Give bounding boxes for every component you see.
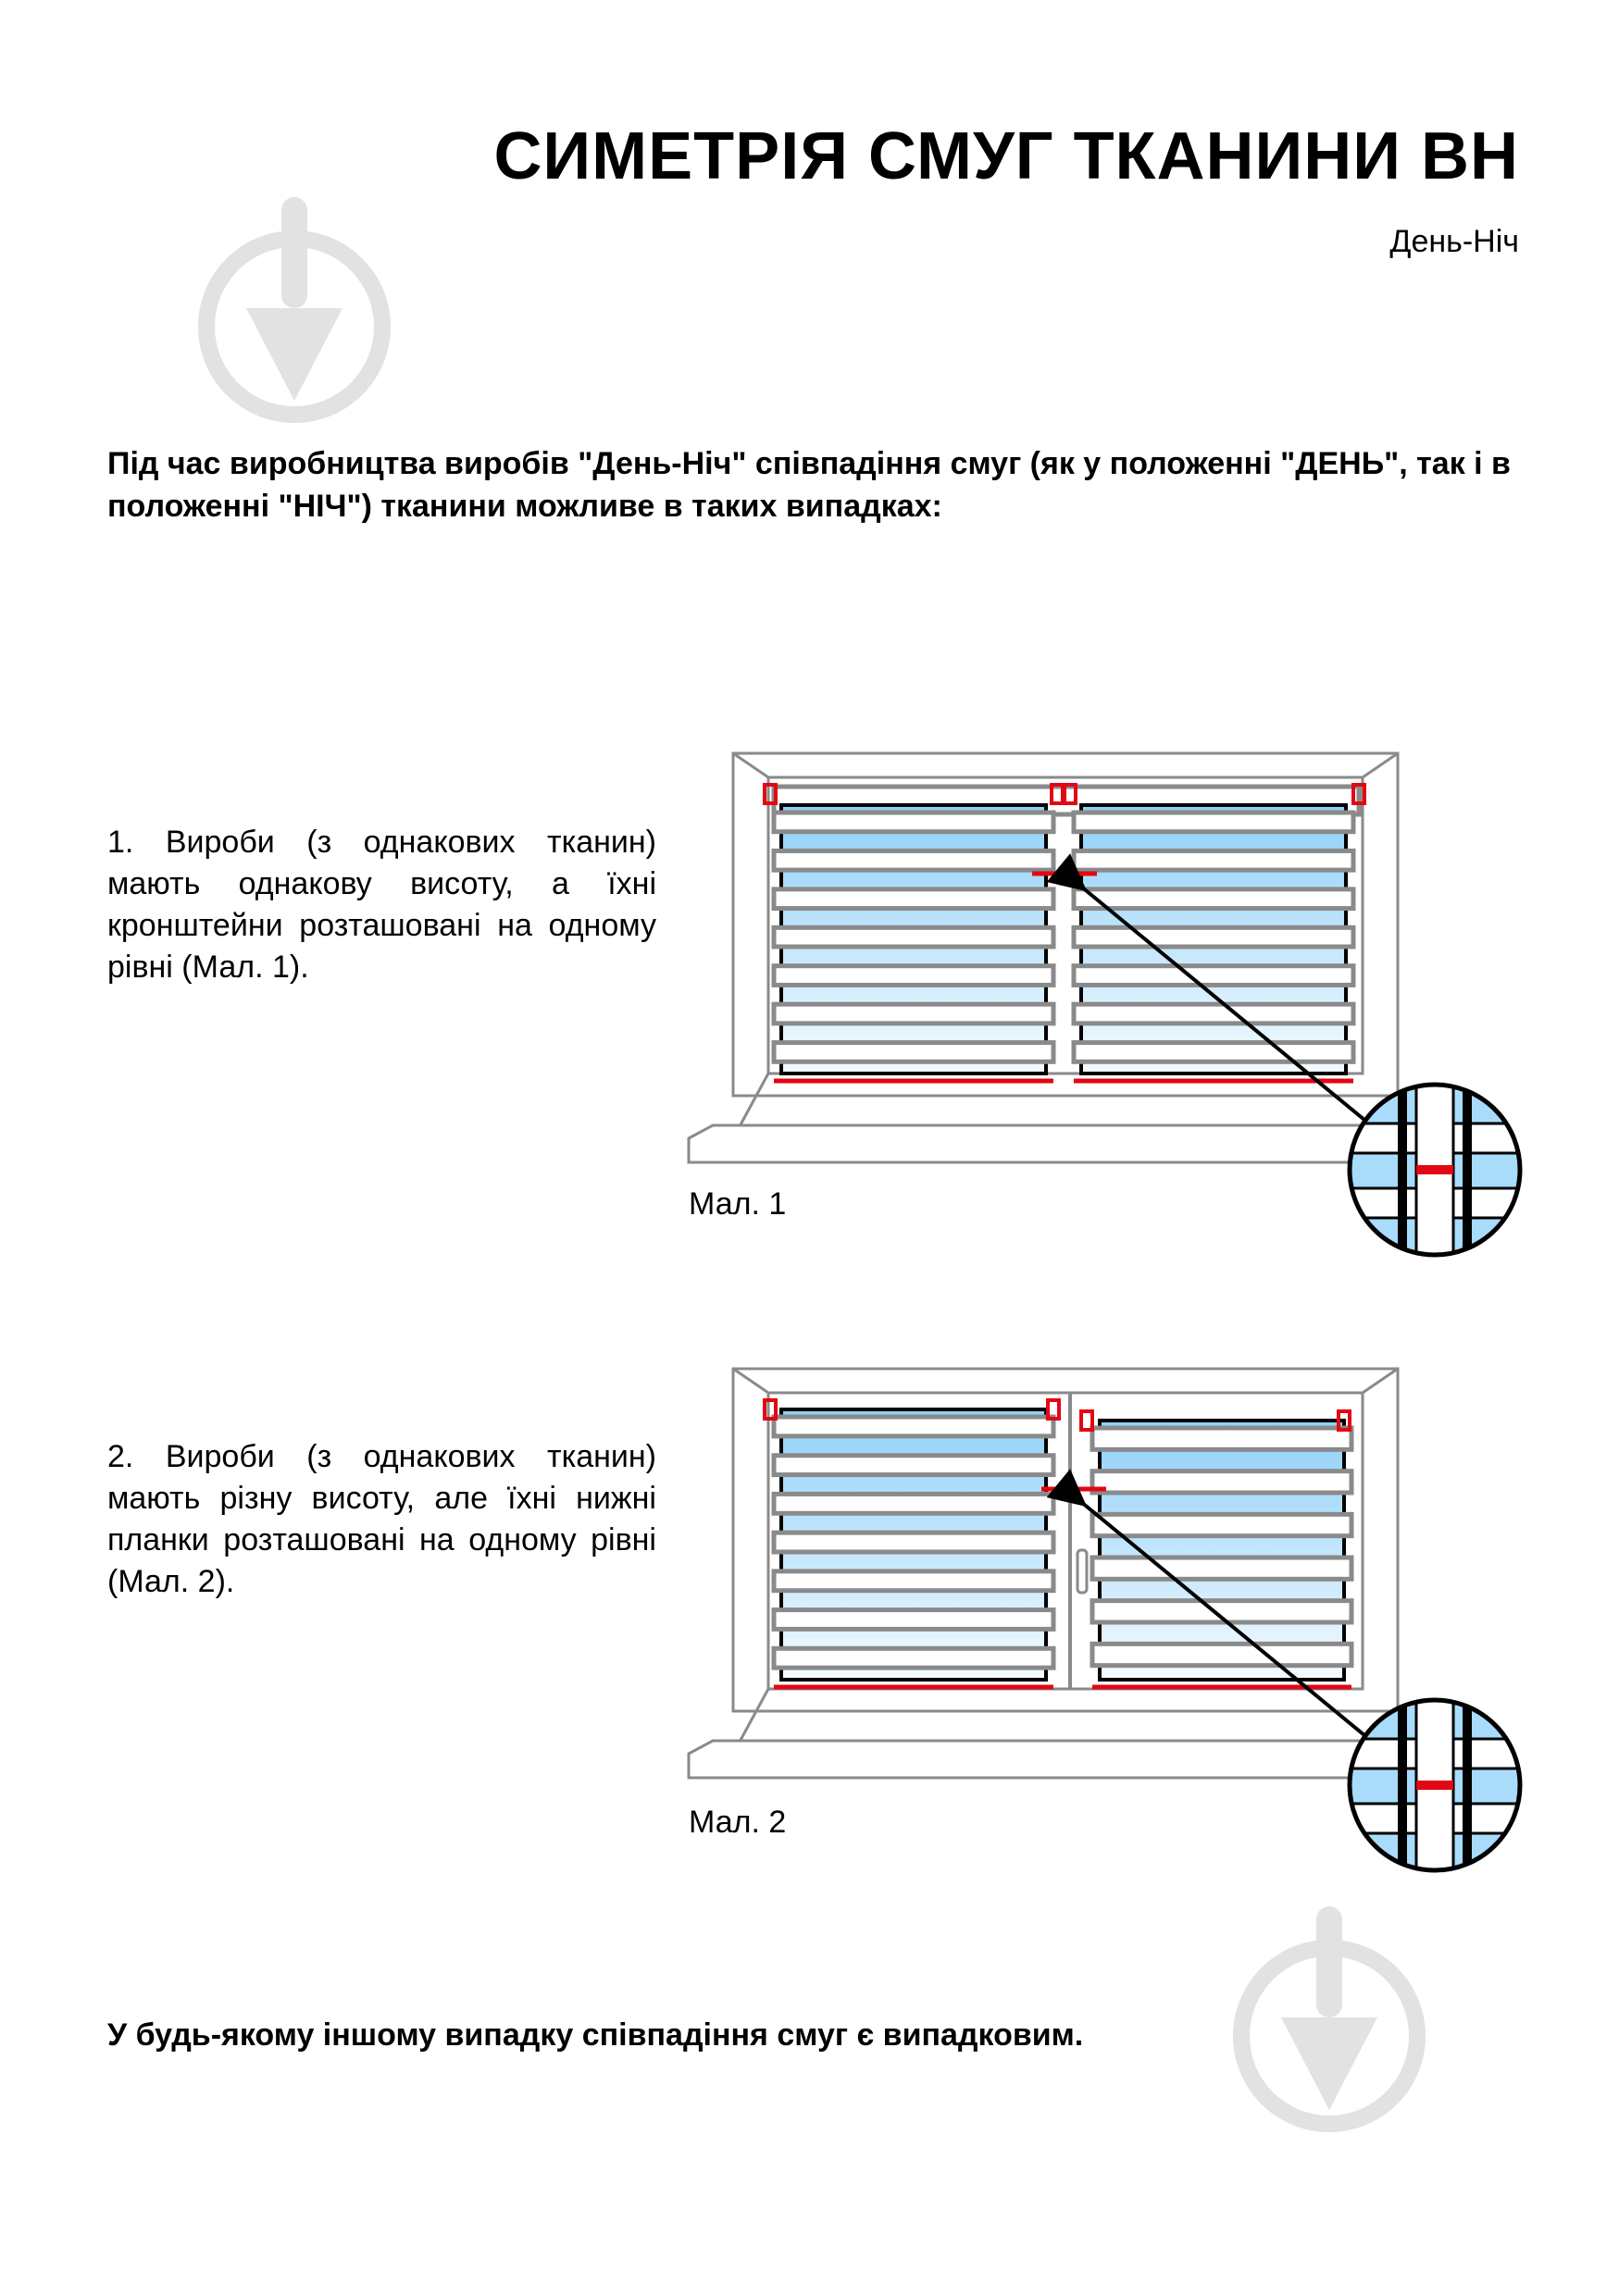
blind-fabric-stripe [774, 1610, 1053, 1630]
watermark-handle [281, 197, 307, 308]
blind-fabric-stripe [774, 813, 1053, 832]
blind-fabric-stripe [774, 1648, 1053, 1668]
magnified-alignment-marker [1416, 1781, 1453, 1790]
figure-2-window [689, 1369, 1520, 1870]
closing-note: У будь-якому іншому випадку співпадіння смуг є випадковим. [107, 2017, 1084, 2053]
blind-fabric-stripe [774, 966, 1053, 986]
window-glass [1100, 1421, 1344, 1680]
window-sill [689, 1741, 1398, 1778]
intro-paragraph: Під час виробництва виробів "День-Ніч" співпадіння смуг (як у положенні "ДЕНЬ", так і в положенні "НІЧ") тканини можливе в таких випадках: [107, 446, 1511, 524]
watermark-blade [1281, 2017, 1377, 2110]
blind-fabric-stripe [1074, 966, 1353, 986]
blind-fabric-stripe [1092, 1471, 1351, 1493]
magnified-edge [1398, 1700, 1407, 1870]
blind-fabric-stripe [1074, 927, 1353, 947]
window-handle-icon [1077, 1550, 1087, 1593]
blind-fabric-stripe [774, 1494, 1053, 1513]
watermark-logo-icon [1241, 1906, 1417, 2124]
magnifier-detail-icon [1350, 1085, 1520, 1255]
blind-fabric-stripe [1074, 1004, 1353, 1024]
blind-fabric-stripe [1092, 1428, 1351, 1449]
magnifier-detail-icon [1350, 1700, 1520, 1870]
figure-1-caption: Мал. 1 [689, 1186, 787, 1222]
blind-fabric-stripe [774, 927, 1053, 947]
blind-fabric-stripe [1074, 889, 1353, 909]
magnified-edge [1398, 1085, 1407, 1255]
blind-fabric-stripe [774, 1456, 1053, 1475]
magnified-edge [1463, 1085, 1472, 1255]
blind-fabric-stripe [774, 1533, 1053, 1552]
magnified-edge [1463, 1700, 1472, 1870]
blind-fabric-stripe [774, 1004, 1053, 1024]
blind-fabric-stripe [774, 1571, 1053, 1591]
window-sill [689, 1125, 1398, 1162]
blind-fabric-stripe [774, 1417, 1053, 1436]
blind-fabric-stripe [774, 850, 1053, 870]
figure-1-window [689, 753, 1520, 1255]
blind-fabric-stripe [1074, 1043, 1353, 1062]
page-title: СИМЕТРІЯ СМУГ ТКАНИНИ ВН [493, 119, 1519, 193]
case-1-text: 1. Вироби (з однакових тканин) мають однакову висоту, а їхні кронштейни розташовані на одному рівні (Мал. 1). [107, 825, 656, 985]
blind-fabric-stripe [1092, 1644, 1351, 1665]
blind-fabric-stripe [774, 889, 1053, 909]
blind-fabric-stripe [1074, 813, 1353, 832]
watermark-logo-icon [206, 197, 382, 415]
case-2-text: 2. Вироби (з однакових тканин) мають різну висоту, але їхні нижні планки розташовані на одному рівні (Мал. 2). [107, 1439, 656, 1599]
figure-2-caption: Мал. 2 [689, 1805, 787, 1840]
page-subtitle: День-Ніч [1389, 224, 1519, 259]
blind-fabric-stripe [1074, 850, 1353, 870]
watermark-blade [246, 308, 342, 401]
blind-fabric-stripe [1092, 1514, 1351, 1535]
watermark-handle [1316, 1906, 1342, 2017]
blind-fabric-stripe [1092, 1558, 1351, 1579]
magnified-alignment-marker [1416, 1165, 1453, 1174]
blind-fabric-stripe [774, 1043, 1053, 1062]
